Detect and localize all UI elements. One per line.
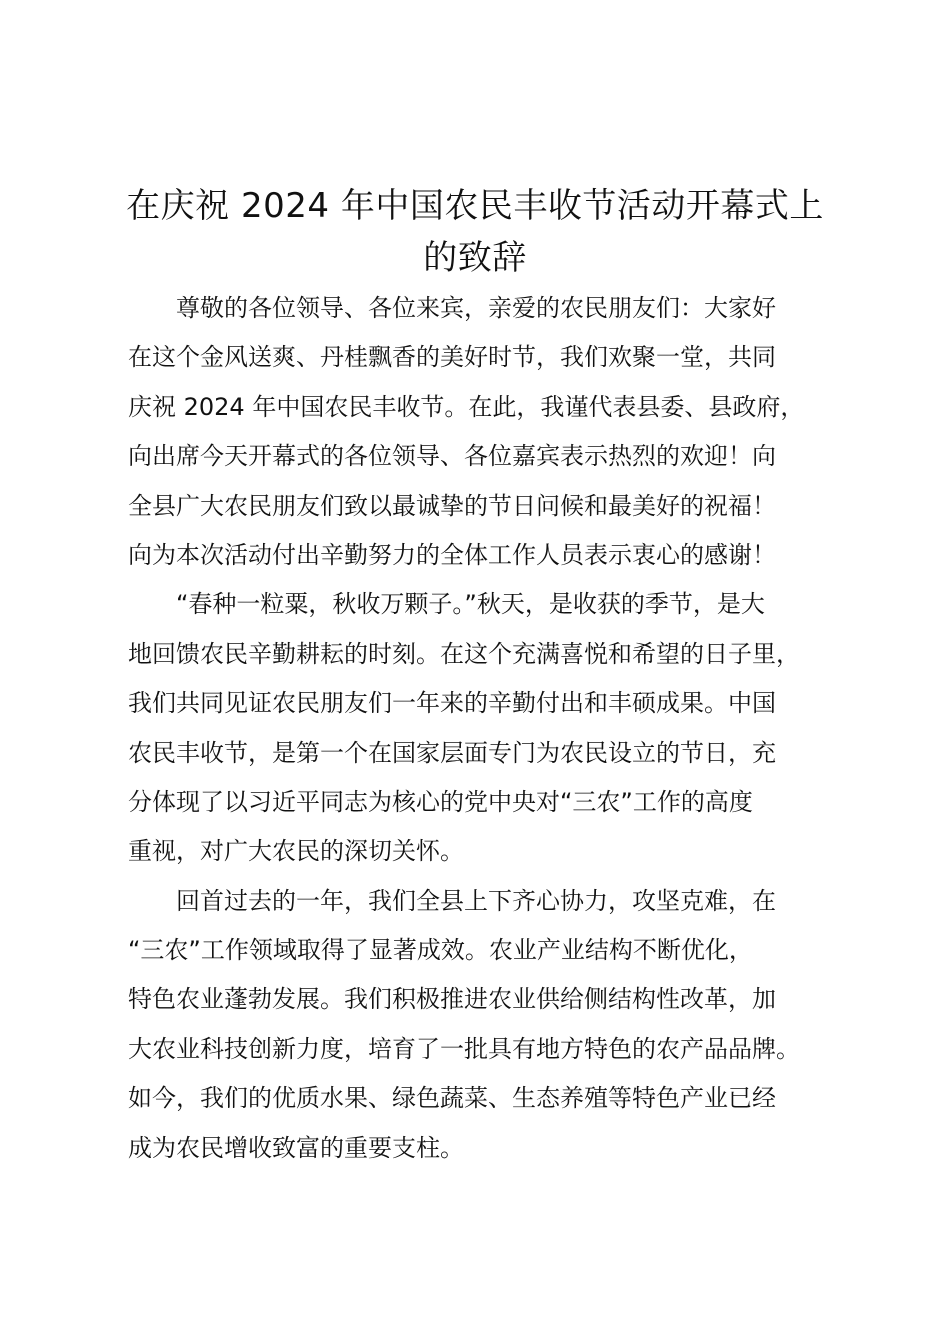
paragraph-2-line: 重视，对广大农民的深切关怀。 bbox=[128, 837, 464, 866]
paragraph-1-line: 向为本次活动付出辛勤努力的全体工作人员表示衷心的感谢！ bbox=[128, 540, 776, 569]
paragraph-2-line: 分体现了以习近平同志为核心的党中央对“三农”工作的高度 bbox=[128, 787, 753, 816]
paragraph-2-line: 地回馈农民辛勤耕耘的时刻。在这个充满喜悦和希望的日子里， bbox=[128, 639, 800, 668]
paragraph-2-line: “春种一粒粟，秋收万颗子。”秋天，是收获的季节，是大 bbox=[176, 590, 765, 619]
document-title bbox=[100, 180, 850, 284]
title-line-2: 的致辞 bbox=[423, 238, 527, 278]
paragraph-1-line: 庆祝 2024 年中国农民丰收节。在此，我谨代表县委、县政府， bbox=[128, 392, 805, 421]
paragraph-3-line: 特色农业蓬勃发展。我们积极推进农业供给侧结构性改革，加 bbox=[128, 985, 776, 1014]
paragraph-1-line: 在这个金风送爽、丹桂飘香的美好时节，我们欢聚一堂，共同 bbox=[128, 343, 776, 372]
paragraph-3-line: “三农”工作领域取得了显著成效。农业产业结构不断优化， bbox=[128, 936, 753, 965]
paragraph-3-line: 如今，我们的优质水果、绿色蔬菜、生态养殖等特色产业已经 bbox=[128, 1084, 776, 1113]
paragraph-1-line: 向出席今天开幕式的各位领导、各位嘉宾表示热烈的欢迎！向 bbox=[128, 442, 776, 471]
paragraph-2-line: 我们共同见证农民朋友们一年来的辛勤付出和丰硕成果。中国 bbox=[128, 689, 776, 718]
paragraph-3-line: 回首过去的一年，我们全县上下齐心协力，攻坚克难，在 bbox=[176, 886, 776, 915]
paragraph-3-line: 大农业科技创新力度，培育了一批具有地方特色的农产品品牌。 bbox=[128, 1034, 800, 1063]
paragraph-1-line: 尊敬的各位领导、各位来宾，亲爱的农民朋友们：大家好 bbox=[176, 294, 776, 322]
paragraph-2-line: 农民丰收节，是第一个在国家层面专门为农民设立的节日，充 bbox=[128, 738, 776, 767]
paragraph-3-line: 成为农民增收致富的重要支柱。 bbox=[128, 1133, 464, 1162]
paragraph-1-line: 全县广大农民朋友们致以最诚挚的节日问候和最美好的祝福！ bbox=[128, 491, 776, 520]
title-line-1: 在庆祝 2024 年中国农民丰收节活动开幕式上 bbox=[126, 186, 824, 226]
document-body bbox=[128, 284, 848, 1173]
